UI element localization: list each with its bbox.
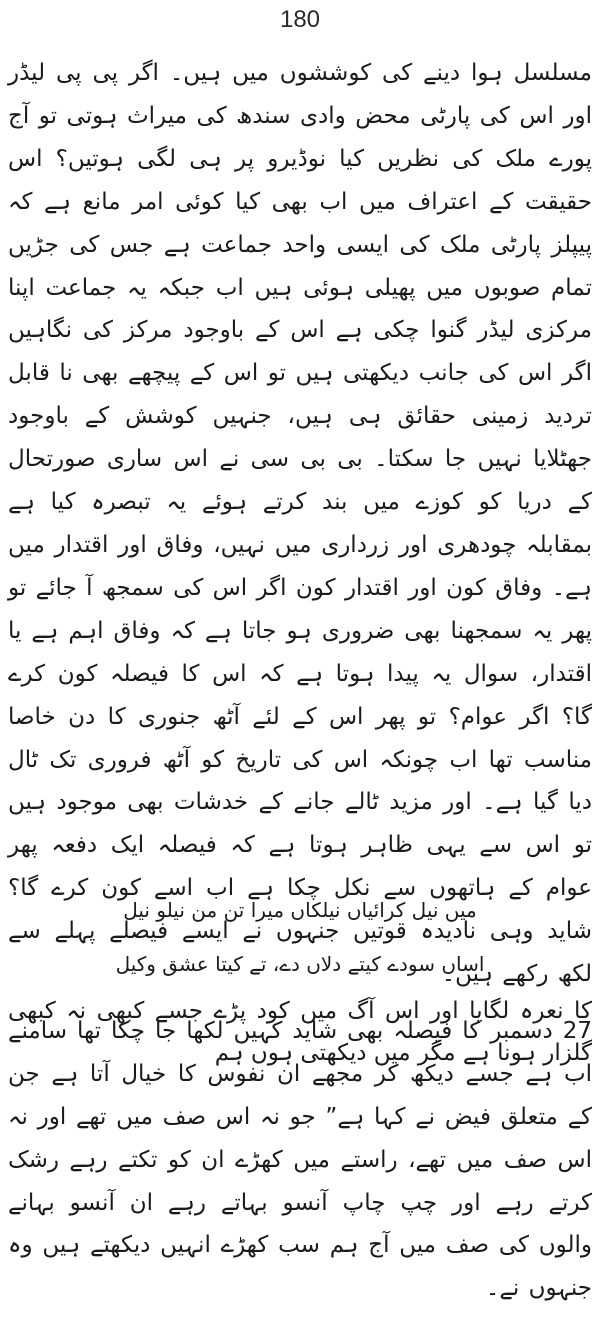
paragraph-1: مسلسل ہوا دینے کی کوششوں میں ہیں۔ اگر پی پی لیڈر اور اس کی پارٹی محض وادی سندھ کی میراث ہوتی تو آج پورے ملک کی نظریں کیا نوڈیرو پر ہی لگی ہوتیں؟ اس حقیقت کے اعتراف میں اب بھی کیا کوئی امر مانع ہے کہ پیپلز پارٹی ملک کی ایسی واحد جماعت ہے جس کی جڑیں تمام صوبوں میں پھیلی ہوئی ہیں اب جبکہ یہ جماعت اپنا مرکزی لیڈر گنوا چکی ہے اس کے باوجود مرکز کی نگاہیں اگر اس کی جانب دیکھتی ہیں تو اس کے پیچھے بھی نا قابل تردید زمینی حقائق ہی ہیں، جنہیں کوشش کے باوجود جھٹلایا نہیں جا سکتا۔ بی بی سی نے اس ساری صورتحال کے دریا کو کوزے میں بند کرتے ہوئے یہ تبصرہ کیا ہے بمقابلہ چودھری اور زرداری میں نہیں، وفاق اور اقتدار میں ہے۔ وفاق کون اور اقتدار کون اگر اس کی سمجھ آ جائے تو پھر یہ سمجھنا بھی ضروری ہو جاتا ہے کہ وفاق اہم ہے یا اقتدار، سوال یہ پیدا ہوتا ہے کہ اس کا فیصلہ کون کرے گا؟ اگر عوام؟ تو پھر اس کے لئے آٹھ جنوری کا دن خاصا مناسب تھا اب چونکہ اس کی تاریخ کو آٹھ فروری تک ٹال دیا گیا ہے۔ اور مزید ٹالے جانے کے خدشات بھی موجود ہیں تو اس سے یہی ظاہر ہوتا ہے کہ فیصلہ ایک دفعہ پھر عوام کے ہاتھوں سے نکل چکا ہے اب اسے کون کرے گا؟ شاید وہی نادیدہ قوتیں جنہوں نے ایسے فیصلے پہلے سے لکھ رکھے ہیں۔	[8, 60, 592, 988]
main-text	[8, 52, 592, 1324]
poetry-verse-2: اساں سودے کیتے دلاں دے، تے کیتا عشق وکیل	[115, 952, 485, 976]
poetry-verse-1: میں نیل کرائیاں نیلکاں میرا تن من نیلو نیل	[123, 898, 477, 922]
paragraph-2: 27 دسمبر کا فیصلہ بھی شاید کہیں لکھا جا چکا تھا سامنے اب ہے جسے دیکھ کر مجھے ان نفوس کا خیال آتا ہے جن کے متعلق فیض نے کہا ہے” جو نہ اس صف میں تھے اور نہ اس صف میں تھے، راستے میں کھڑے ان کو تکتے رہے رشک کرتے رہے اور چپ چاپ آنسو بہاتے رہے ان آنسو بہانے والوں کی صف میں آج ہم سب کھڑے انہیں دیکھتے ہیں وہ جنہوں نے۔	[8, 1017, 592, 1302]
page-number: 180	[279, 6, 321, 33]
closing-line: کا نعرہ لگایا اور اس آگ میں کود پڑے جسے کبھی نہ کبھی گلزار ہونا ہے مگر میں دیکھتی ہوں ہم	[8, 998, 592, 1066]
